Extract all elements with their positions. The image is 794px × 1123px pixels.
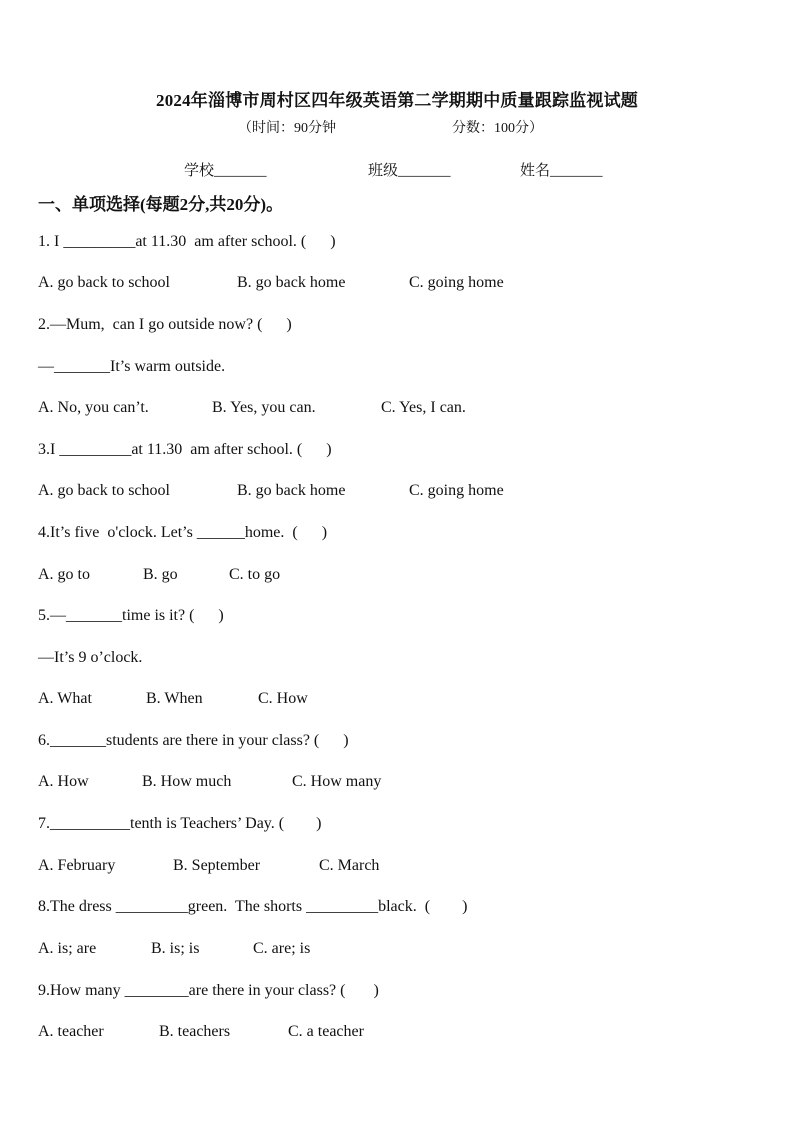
question-stem-line2: —_______It’s warm outside. bbox=[38, 358, 226, 375]
exam-score: 分数：100分） bbox=[452, 121, 543, 136]
option-a: A. What bbox=[38, 690, 92, 707]
name-field[interactable]: 姓名_______ bbox=[520, 163, 603, 179]
question-stem: 8.The dress _________green. The shorts _________black. ( ) bbox=[38, 898, 468, 915]
question-stem: 9.How many ________are there in your class? ( ) bbox=[38, 982, 379, 999]
option-c: C. Yes, I can. bbox=[381, 399, 466, 416]
question-stem: 6._______students are there in your class? ( ) bbox=[38, 732, 349, 749]
exam-time: （时间：90分钟 bbox=[238, 121, 336, 136]
question-stem: 2.—Mum, can I go outside now? ( ) bbox=[38, 316, 292, 333]
option-a: A. go to bbox=[38, 566, 90, 583]
question-stem: 3.I _________at 11.30 am after school. ( ) bbox=[38, 441, 332, 458]
option-a: A. No, you can’t. bbox=[38, 399, 149, 416]
option-c: C. going home bbox=[409, 274, 504, 291]
question-stem: 4.It’s five o'clock. Let’s ______home. ( ) bbox=[38, 524, 328, 541]
option-c: C. a teacher bbox=[288, 1023, 364, 1040]
option-a: A. go back to school bbox=[38, 274, 170, 291]
option-c: C. going home bbox=[409, 482, 504, 499]
question-stem: 1. I _________at 11.30 am after school. ( ) bbox=[38, 233, 336, 250]
section-heading: 一、单项选择(每题2分,共20分)。 bbox=[38, 195, 284, 214]
option-b: B. is; is bbox=[151, 940, 200, 957]
option-b: B. go back home bbox=[237, 274, 346, 291]
school-field[interactable]: 学校_______ bbox=[184, 163, 267, 179]
option-c: C. are; is bbox=[253, 940, 311, 957]
option-a: A. February bbox=[38, 857, 116, 874]
option-c: C. How bbox=[258, 690, 308, 707]
question-stem: 7.__________tenth is Teachers’ Day. ( ) bbox=[38, 815, 322, 832]
option-a: A. How bbox=[38, 773, 89, 790]
option-b: B. go bbox=[143, 566, 178, 583]
option-c: C. How many bbox=[292, 773, 382, 790]
question-stem-line2: —It’s 9 o’clock. bbox=[38, 649, 143, 666]
option-b: B. How much bbox=[142, 773, 232, 790]
page-title: 2024年淄博市周村区四年级英语第二学期期中质量跟踪监视试题 bbox=[156, 91, 638, 110]
option-b: B. September bbox=[173, 857, 261, 874]
option-a: A. is; are bbox=[38, 940, 97, 957]
class-field[interactable]: 班级_______ bbox=[368, 163, 451, 179]
option-b: B. Yes, you can. bbox=[212, 399, 316, 416]
option-b: B. go back home bbox=[237, 482, 346, 499]
option-a: A. teacher bbox=[38, 1023, 104, 1040]
question-stem: 5.—_______time is it? ( ) bbox=[38, 607, 224, 624]
option-a: A. go back to school bbox=[38, 482, 170, 499]
option-b: B. teachers bbox=[159, 1023, 231, 1040]
option-c: C. to go bbox=[229, 566, 281, 583]
option-c: C. March bbox=[319, 857, 380, 874]
option-b: B. When bbox=[146, 690, 203, 707]
